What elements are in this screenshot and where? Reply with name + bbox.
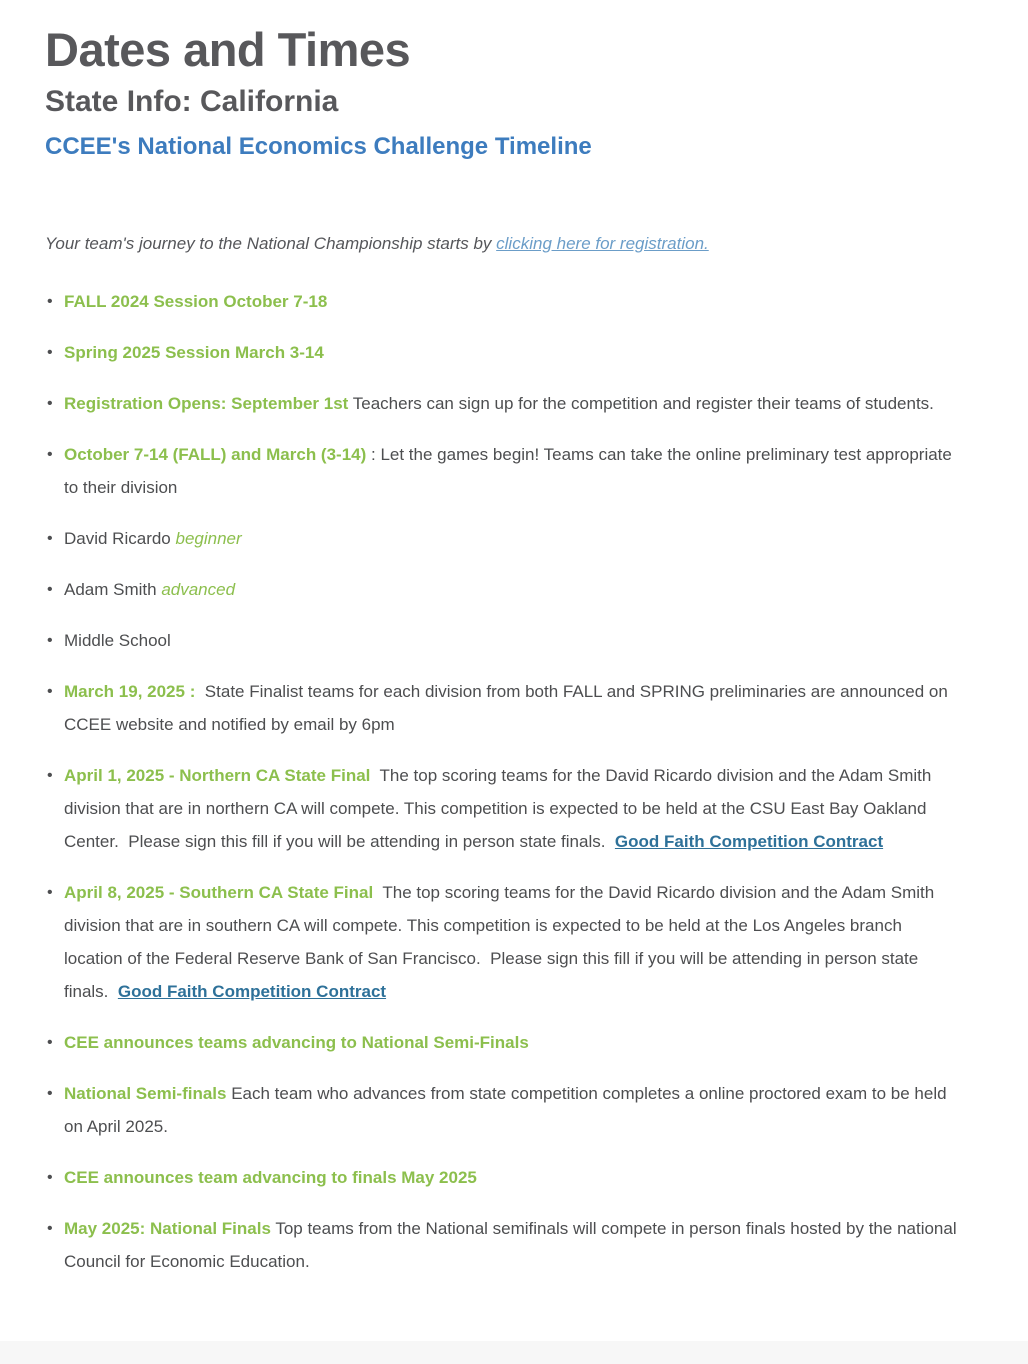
timeline-item-highlight: National Semi-finals: [64, 1083, 227, 1103]
division-level-label: beginner: [175, 528, 242, 548]
timeline-item: [64, 285, 962, 318]
timeline-item-highlight: April 8, 2025 - Southern CA State Final: [64, 882, 374, 902]
timeline-item: [64, 522, 962, 555]
timeline-item: [64, 624, 962, 657]
timeline-item-highlight: Registration Opens: September 1st: [64, 393, 349, 413]
timeline-item: [64, 876, 962, 1008]
timeline-item-text: The top scoring teams for the David Ricardo division and the Adam Smith division that are in northern CA will compete. This competition is expected to be held at the CSU East Bay Oakland Center. Please sign this fill if you will be attending in person state finals.: [64, 765, 937, 851]
timeline-item: [64, 1026, 962, 1059]
timeline-item: [64, 1077, 962, 1143]
timeline-item: [64, 387, 962, 420]
timeline-item: [64, 1161, 962, 1194]
timeline-item-text: Middle School: [64, 630, 171, 650]
timeline-item-text: The top scoring teams for the David Ricardo division and the Adam Smith division that are in southern CA will compete. This competition is expected to be held at the Los Angeles branch location of the Federal Reserve Bank of San Francisco. Please sign this fill if you will be attending in person state finals.: [64, 882, 939, 1001]
section-heading: CCEE's National Economics Challenge Timeline: [45, 133, 592, 161]
timeline-item-highlight: March 19, 2025 :: [64, 681, 196, 701]
intro-paragraph: [45, 231, 962, 257]
timeline-item-highlight: April 1, 2025 - Northern CA State Final: [64, 765, 371, 785]
timeline-item-text: State Finalist teams for each division from both FALL and SPRING preliminaries are announced on CCEE website and notified by email by 6pm: [64, 681, 953, 734]
good-faith-contract-link[interactable]: Good Faith Competition Contract: [117, 981, 387, 1001]
timeline-item-highlight: Spring 2025 Session March 3-14: [64, 342, 324, 362]
intro-text: Your team's journey to the National Championship starts by: [45, 234, 497, 254]
division-level-label: advanced: [161, 579, 236, 599]
timeline-item-text: : Let the games begin! Teams can take the online preliminary test appropriate to their division: [64, 444, 957, 497]
page-title: Dates and Times: [45, 23, 411, 76]
timeline-item-highlight: CEE announces teams advancing to National Semi-Finals: [64, 1032, 529, 1052]
registration-link[interactable]: clicking here for registration.: [496, 234, 709, 254]
timeline-item: [64, 1212, 962, 1278]
page-subtitle: State Info: California: [45, 85, 339, 119]
timeline-item: [64, 336, 962, 369]
timeline-item: [64, 759, 962, 858]
timeline-item-text: Adam Smith: [64, 579, 162, 599]
timeline-item-highlight: May 2025: National Finals: [64, 1218, 271, 1238]
timeline-item-text: David Ricardo: [64, 528, 176, 548]
timeline-item: [64, 438, 962, 504]
timeline-item-text: Each team who advances from state competition completes a online proctored exam to be held on April 2025.: [64, 1083, 952, 1136]
timeline-item-highlight: October 7-14 (FALL) and March (3-14): [64, 444, 367, 464]
footer-band: [0, 1341, 1028, 1364]
timeline-item-highlight: FALL 2024 Session October 7-18: [64, 291, 328, 311]
timeline-item: [64, 573, 962, 606]
good-faith-contract-link[interactable]: Good Faith Competition Contract: [614, 831, 884, 851]
timeline-item-text: Top teams from the National semifinals will compete in person finals hosted by the national Council for Economic Education.: [64, 1218, 962, 1271]
timeline-item: [64, 675, 962, 741]
timeline-item-text: Teachers can sign up for the competition and register their teams of students.: [348, 393, 934, 413]
timeline-item-highlight: CEE announces team advancing to finals May 2025: [64, 1167, 477, 1187]
timeline-list: [45, 285, 962, 1278]
